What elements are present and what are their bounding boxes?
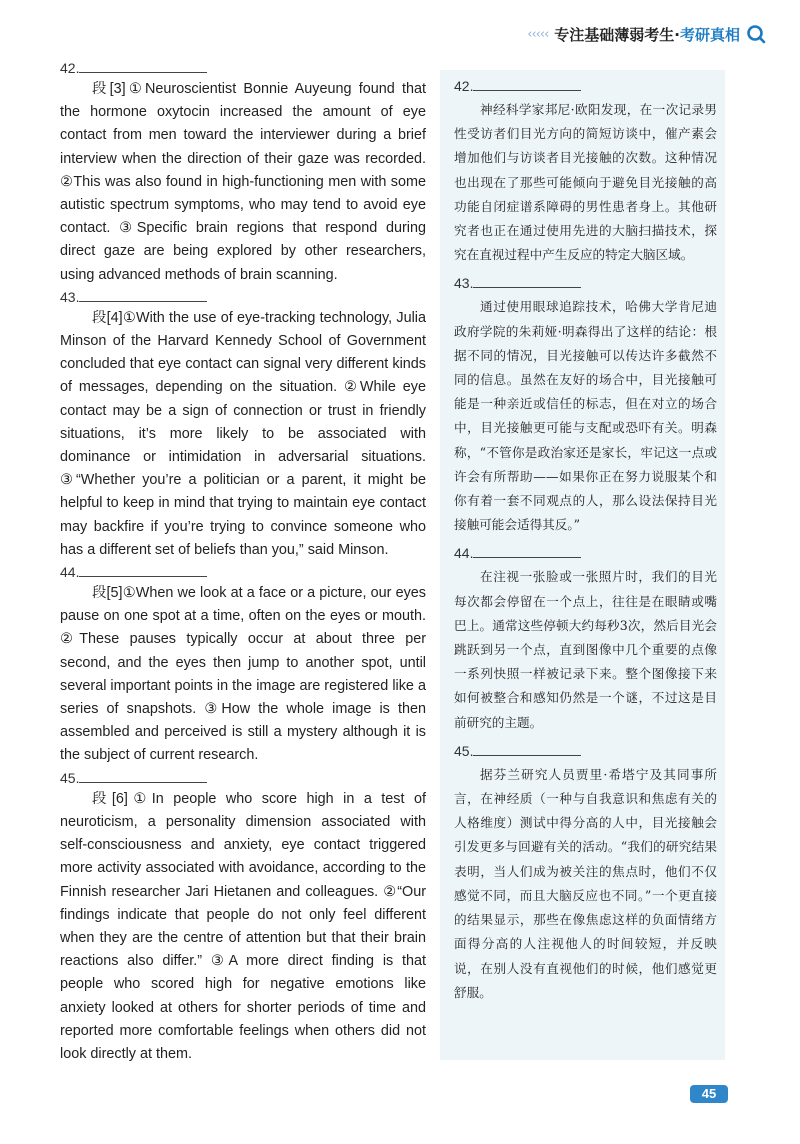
translation-text: 据芬兰研究人员贾里·希塔宁及其同事所言，在神经质（一种与自我意识和焦虑有关的人格维度）测试中得分高的人中，目光接触会引发更多与回避有关的活动。“我们的研究结果表明，当人们成为被关注的焦点时，他们不仅感觉不同，而且大脑反应也不同。”一个更直接的结果显示，那些在像焦虑这样的负面情绪方面得分高的人注视他人的时间较短，并反映说，在别人没有直视他们的时候，他们感觉更舒服。 xyxy=(454,766,717,1000)
translation-text: 在注视一张脸或一张照片时，我们的目光每次都会停留在一个点上，往往是在眼睛或嘴巴上。通常这些停顿大约每秒3次，然后目光会跳跃到另一个点，直到图像中几个重要的点像一系列快照一样被记录下来。整个图像接下来如何被整合和感知仍然是一个谜，不过这是目前研究的主题。 xyxy=(454,569,717,730)
translation-block-44 xyxy=(454,543,717,734)
answer-blank[interactable] xyxy=(79,287,207,302)
answer-blank[interactable] xyxy=(473,76,581,91)
question-number: 43. xyxy=(60,287,426,307)
answer-blank[interactable] xyxy=(79,768,207,783)
answer-blank[interactable] xyxy=(79,58,207,73)
translation-text: 通过使用眼球追踪技术，哈佛大学肯尼迪政府学院的朱莉娅·明森得出了这样的结论：根据不同的情况，目光接触可以传达许多截然不同的信息。虽然在友好的场合中，目光接触可能是一种亲近或信任的标志，但在对立的场合中，目光接触更可能与支配或恐吓有关。明森称，“不管你是政治家还是家长，牢记这一点或许会有所帮助——如果你正在努力说服某个和你有着一套不同观点的人，那么设法保持目光接触可能会适得其反。” xyxy=(454,299,717,533)
question-block-42 xyxy=(60,58,426,287)
question-number: 45. xyxy=(454,741,717,761)
question-number: 42. xyxy=(60,58,426,78)
translation-panel xyxy=(440,70,725,1060)
answer-blank[interactable] xyxy=(79,562,207,577)
chevrons-icon: ‹‹‹‹‹ xyxy=(527,26,549,42)
question-number: 45. xyxy=(60,768,426,788)
question-number: 44. xyxy=(454,543,717,563)
answer-blank[interactable] xyxy=(473,741,581,756)
header-title-accent: 考研真相 xyxy=(679,25,740,44)
question-number: 43. xyxy=(454,273,717,293)
search-icon xyxy=(746,24,766,44)
header-title xyxy=(554,24,740,45)
paragraph-text: 段[3]①Neuroscientist Bonnie Auyeung found that the hormone oxytocin increased the amount of eye contact from men toward the interviewer during a brief interview when the direction of their gaze was recorded. ②This was also found in high-functioning men with some autistic spectrum symptoms, who may tend to avoid eye contact. ③Specific brain regions that respond during direct gaze are being explored by other researchers, using advanced methods of brain scanning. xyxy=(60,81,426,283)
question-block-43 xyxy=(60,287,426,562)
header-title-main: 专注基础薄弱考生· xyxy=(554,25,680,44)
translation-block-45 xyxy=(454,741,717,1005)
translation-block-42 xyxy=(454,76,717,267)
answer-blank[interactable] xyxy=(473,273,581,288)
question-block-44 xyxy=(60,562,426,768)
translation-text: 神经科学家邦尼·欧阳发现，在一次记录男性受访者们目光方向的简短访谈中，催产素会增加他们与访谈者目光接触的次数。这种情况也出现在了那些可能倾向于避免目光接触的高功能自闭症谱系障碍的男性患者身上。其他研究者也正在通过使用先进的大脑扫描技术，探究在直视过程中产生反应的特定大脑区域。 xyxy=(454,102,717,263)
question-number: 42. xyxy=(454,76,717,96)
translation-block-43 xyxy=(454,273,717,537)
page-header xyxy=(527,22,766,46)
paragraph-text: 段[4]①With the use of eye-tracking technology, Julia Minson of the Harvard Kennedy School of Government concluded that eye contact can signal very different kinds of messages, depending on the situation. ②While eye contact may be a sign of connection or trust in friendly situations, it’s more likely to be associated with dominance or intimidation in adversarial situations. ③“Whether you’re a politician or a parent, it might be helpful to keep in mind that trying to maintain eye contact may backfire if you’re trying to convince someone who has a different set of beliefs than you,” said Minson. xyxy=(60,309,426,558)
answer-blank[interactable] xyxy=(473,543,581,558)
page-number-badge: 45 xyxy=(690,1085,728,1103)
question-block-45 xyxy=(60,768,426,1066)
paragraph-text: 段[6]①In people who score high in a test of neuroticism, a personality dimension associated with self-consciousness and anxiety, eye contact triggered more activity associated with avoidance, according to the Finnish researcher Jari Hietanen and colleagues. ②“Our findings indicate that people do not only feel different when they are the centre of attention but that their brain reactions also differ.” ③A more direct finding is that people who scored high for negative emotions like anxiety looked at others for shorter periods of time and reported more comfortable feelings when others did not look directly at them. xyxy=(60,790,426,1062)
paragraph-text: 段[5]①When we look at a face or a picture, our eyes pause on one spot at a time, often on the eyes or mouth. ②These pauses typically occur at about three per second, and the eyes then jump to another spot, until several important points in the image are registered like a series of snapshots. ③How the whole image is then assembled and perceived is still a mystery although it is the subject of current research. xyxy=(60,585,426,764)
question-number: 44. xyxy=(60,562,426,582)
english-column xyxy=(60,58,426,1066)
